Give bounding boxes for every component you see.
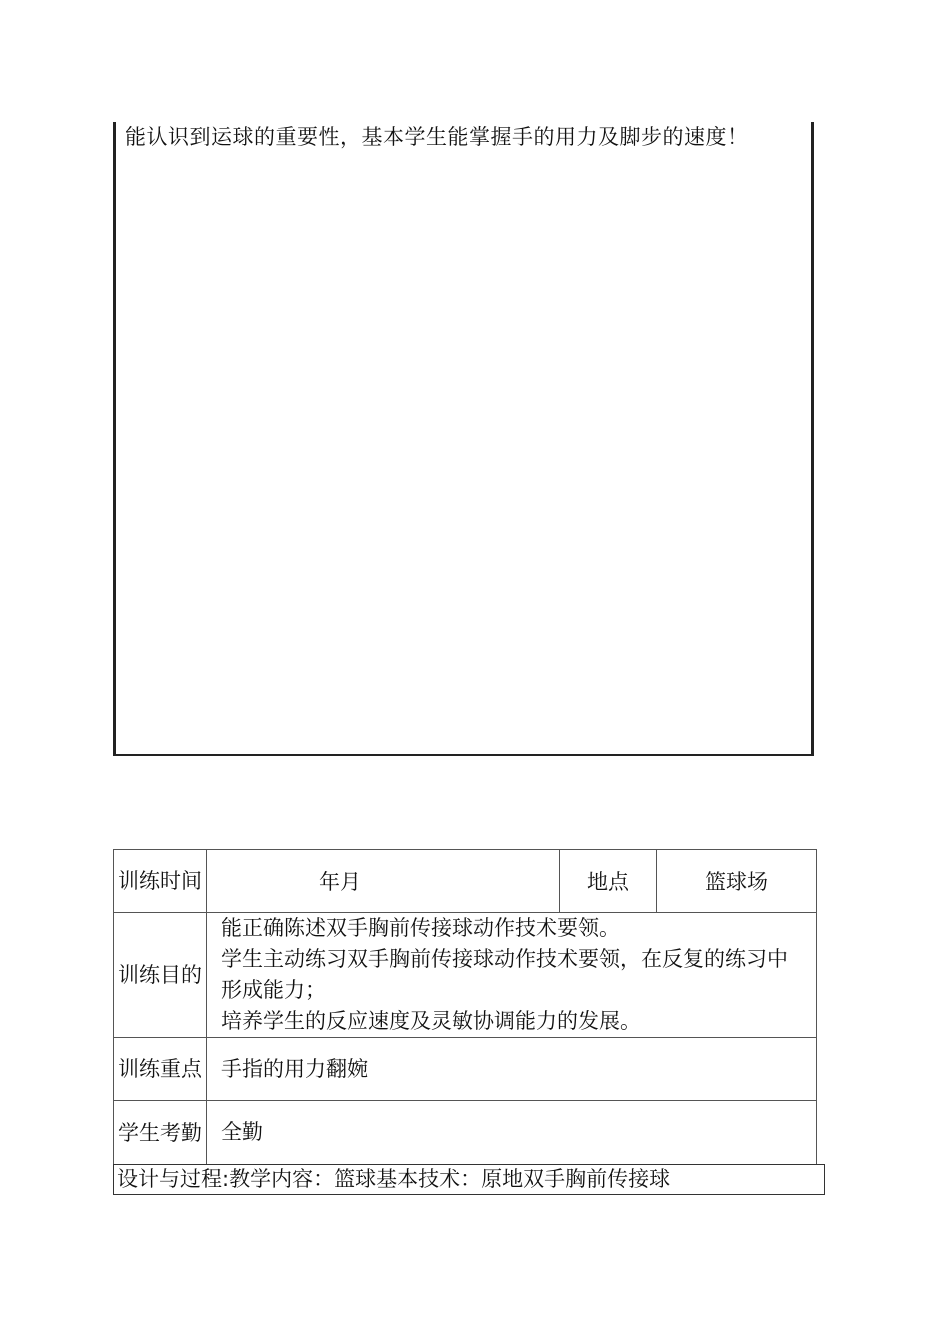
table-row — [114, 1101, 817, 1165]
goal-line: 培养学生的反应速度及灵敏协调能力的发展。 — [221, 1009, 641, 1033]
goal-label: 训练目的 — [114, 913, 207, 1038]
table-row — [114, 850, 817, 913]
focus-label: 训练重点 — [114, 1038, 207, 1101]
previous-section-box — [113, 122, 814, 756]
goal-line: 学生主动练习双手胸前传接球动作技术要领，在反复的练习中形成能力； — [221, 947, 788, 1002]
goal-content — [207, 913, 817, 1038]
design-process-line: 设计与过程:教学内容：篮球基本技术：原地双手胸前传接球 — [113, 1164, 825, 1195]
table-row — [114, 1038, 817, 1101]
attendance-value: 全勤 — [207, 1101, 817, 1165]
table-row — [114, 913, 817, 1038]
place-value: 篮球场 — [657, 850, 817, 913]
time-label: 训练时间 — [114, 850, 207, 913]
previous-section-text: 能认识到运球的重要性，基本学生能掌握手的用力及脚步的速度！ — [125, 125, 749, 149]
place-label: 地点 — [560, 850, 657, 913]
focus-value: 手指的用力翻婉 — [207, 1038, 817, 1101]
goal-line: 能正确陈述双手胸前传接球动作技术要领。 — [221, 916, 620, 940]
time-value: 年月 — [207, 850, 560, 913]
attendance-label: 学生考勤 — [114, 1101, 207, 1165]
training-plan-table — [113, 849, 817, 1165]
